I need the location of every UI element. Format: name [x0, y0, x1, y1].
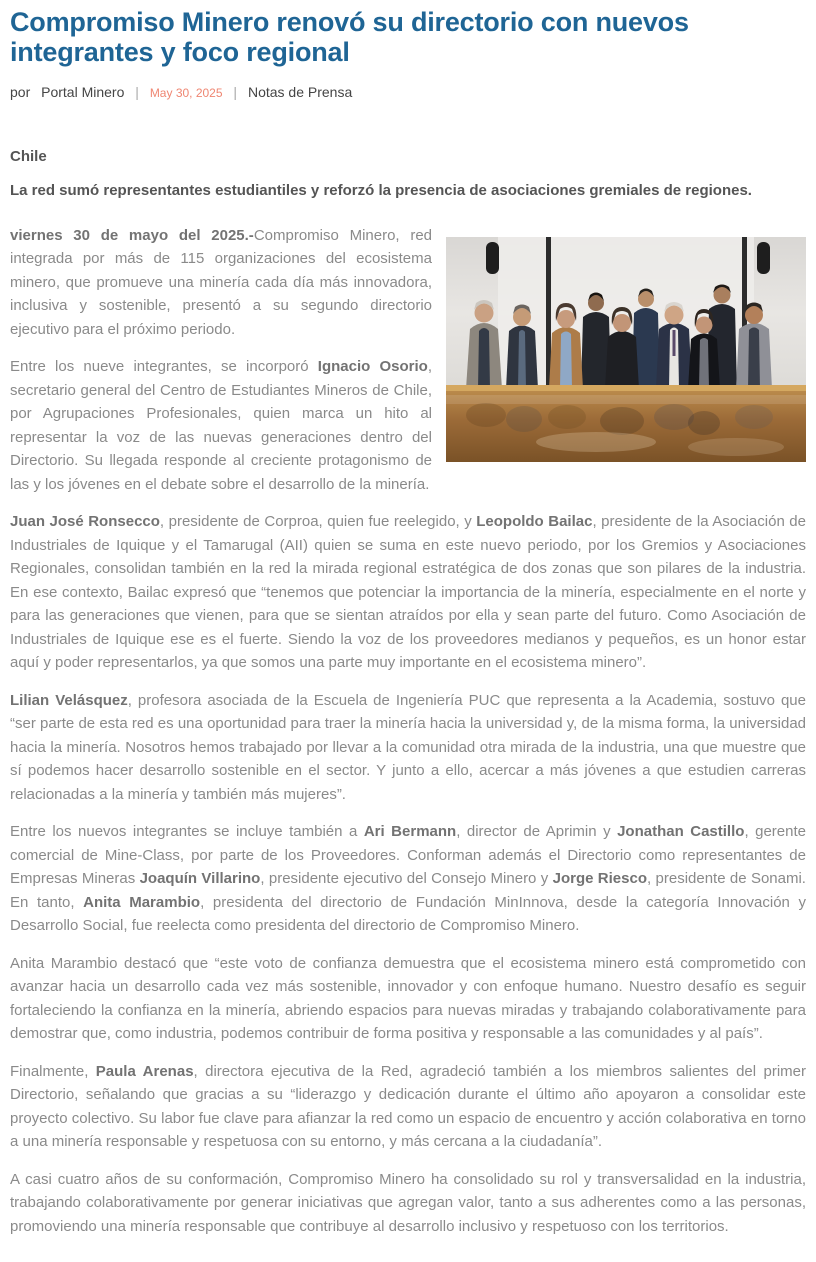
paragraph: Anita Marambio destacó que “este voto de confianza demuestra que el ecosistema minero está comprometido con avanzar hacia un desarrollo cada vez más sostenible, innovador y con enfoque humano. Nuestro desafío es seguir fortaleciendo la confianza en la minería, abriendo espacios para nuevas miradas y trabajando colaborativamente para demostrar que, como industria, podemos contribuir de forma positiva y responsable a las comunidades y al país”. [10, 954, 806, 1043]
paragraph: Finalmente, Paula Arenas, directora ejecutiva de la Red, agradeció también a los miembros salientes del primer Directorio, señalando que gracias a su “liderazgo y dedicación durante el último año apoyaron a consolidar este proyecto colectivo. Su labor fue clave para afianzar la red como un espacio de encuentro y acción colaborativa en torno a una minería responsable y respetuosa con su entorno, y más cercana a la ciudadanía”. [10, 1062, 807, 1151]
paragraph: Lilian Velásquez, profesora asociada de la Escuela de Ingeniería PUC que representa a la Academia, sostuvo que “ser parte de esta red es una oportunidad para traer la minería hacia la universidad y, de la misma forma, la universidad hacia la minería. Nosotros hemos trabajado por llevar a la comunidad otra mirada de la industria, una que muestre que sí podemos hacer desarrollo sostenible en el sector. Y junto a ello, acercar a más jóvenes a que estudien carreras relacionadas a la minería y también más mujeres”. [10, 691, 806, 803]
post-meta [10, 83, 806, 102]
article-lead: La red sumó representantes estudiantiles y reforzó la presencia de asociaciones gremiales de regiones. [10, 181, 752, 199]
byline-prefix: por [10, 84, 31, 101]
meta-separator: | [135, 84, 139, 101]
page-title: Compromiso Minero renovó su directorio con nuevos integrantes y foco regional [10, 7, 689, 67]
paragraph: Juan José Ronsecco, presidente de Corproa, quien fue reelegido, y Leopoldo Bailac, presidente de la Asociación de Industriales de Iquique y el Tamarugal (AII) quien se suma en este nuevo periodo, por los Gremios y Asociaciones Regionales, consolidan también en la red la mirada regional estratégica de dos zonas que son pilares de la industria. En ese contexto, Bailac expresó que “tenemos que potenciar la importancia de la minería, especialmente en el norte y para las generaciones que vienen, para que se sientan atraídos por ella y sean parte del futuro. Como Asociación de Industriales de Iquique ese es el fuerte. Siendo la voz de los proveedores medianos y pequeños, es un honor estar aquí y poder representarlos, ya que somos una parte muy importante en el ecosistema minero”. [10, 513, 806, 672]
location-label: Chile [10, 147, 47, 165]
author-link[interactable]: Portal Minero [41, 84, 125, 101]
article-photo [446, 237, 806, 462]
paragraph: viernes 30 de mayo del 2025.-Compromiso Minero, red integrada por más de 115 organizaciones del ecosistema minero, que promueve una minería cada día más innovadora, inclusiva y sostenible, presentó a su segundo directorio ejecutivo para el próximo periodo. [10, 226, 433, 338]
paragraph: Entre los nuevos integrantes se incluye también a Ari Bermann, director de Aprimin y Jonathan Castillo, gerente comercial de Mine-Class, por parte de los Proveedores. Conforman además el Directorio como representantes de Empresas Mineras Joaquín Villarino, presidente ejecutivo del Consejo Minero y Jorge Riesco, presidente de Sonami. En tanto, Anita Marambio, presidenta del directorio de Fundación MinInnova, desde la categoría Innovación y Desarrollo Social, fue reelecta como presidenta del directorio de Compromiso Minero. [10, 823, 807, 935]
post-date: May 30, 2025 [149, 86, 223, 101]
group-photo-image [446, 237, 806, 462]
meta-separator: | [233, 84, 238, 101]
paragraph: A casi cuatro años de su conformación, Compromiso Minero ha consolidado su rol y transversalidad en la industria, trabajando colaborativamente por generar iniciativas que agregan valor, tanto a sus adherentes como a las personas, promoviendo una minería responsable que contribuye al desarrollo inclusivo y respetuoso con los territorios. [10, 1170, 806, 1235]
paragraph: Entre los nueve integrantes, se incorporó Ignacio Osorio, secretario general del Centro de Estudiantes Mineros de Chile, por Agrupaciones Profesionales, quien marca un hito al representar la voz de las nuevas generaciones dentro del Directorio. Su llegada responde al creciente protagonismo de las y los jóvenes en el debate sobre el desarrollo de la minería. [10, 358, 433, 493]
category-link[interactable]: Notas de Prensa [247, 84, 353, 101]
article-body [10, 224, 806, 1239]
